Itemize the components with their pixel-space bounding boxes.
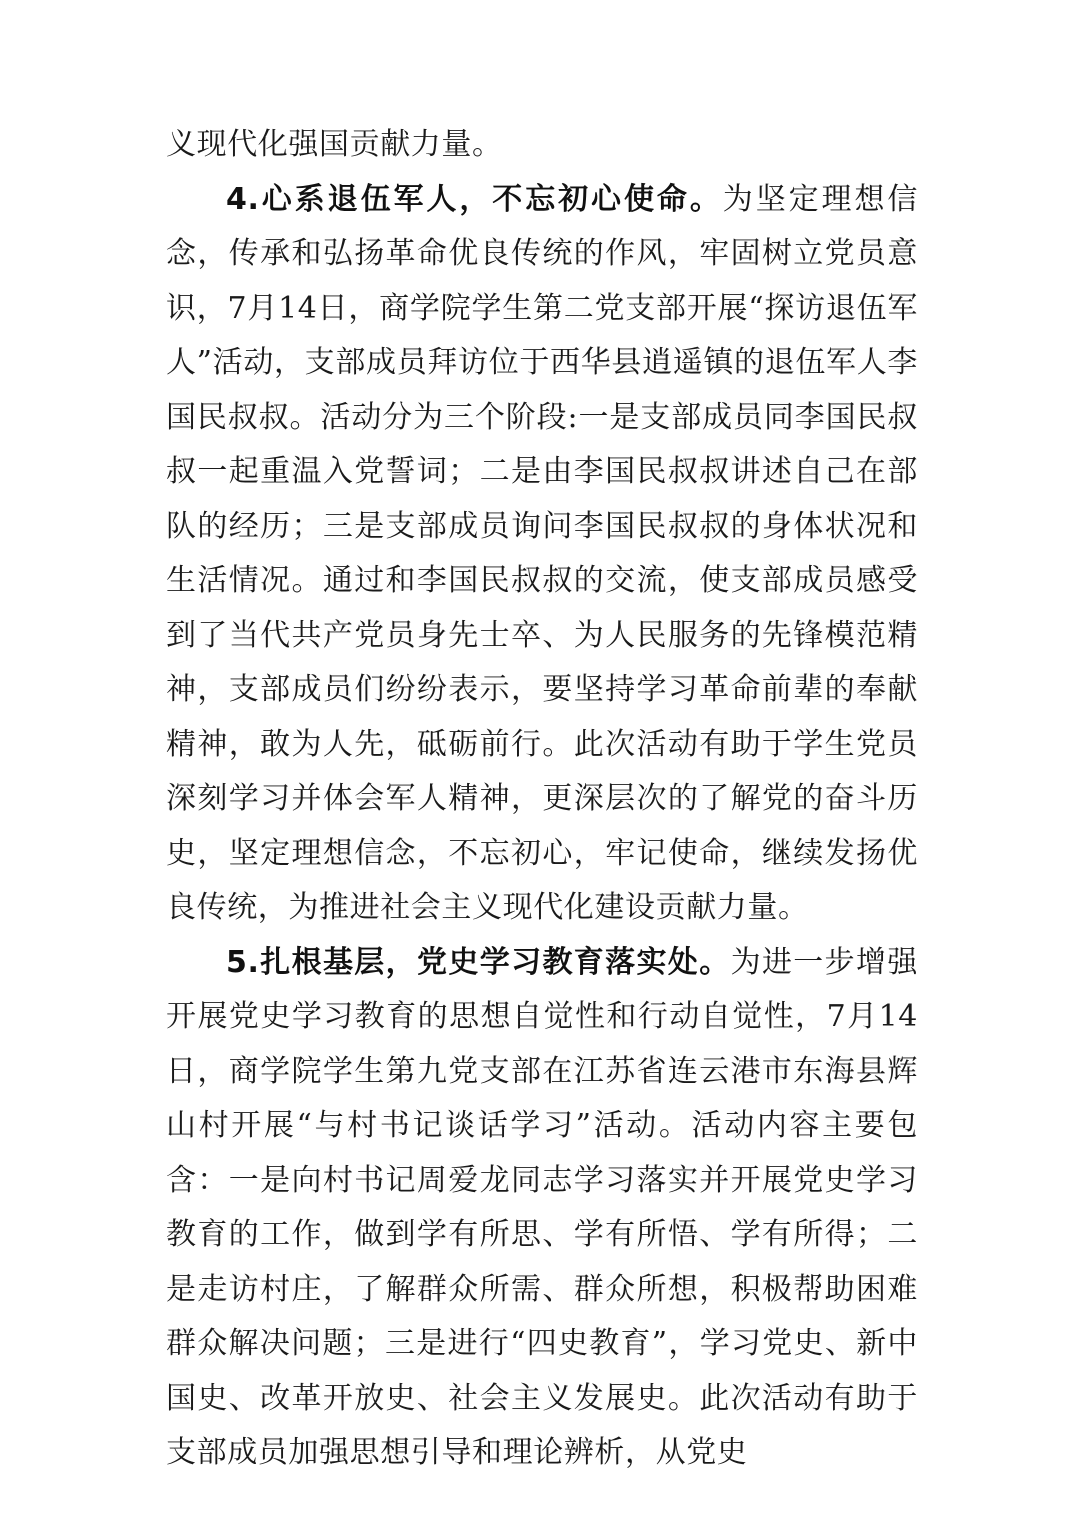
section-heading-5: 5.扎根基层，党史学习教育落实处。 [226, 944, 731, 980]
paragraph-body: 为进一步增强开展党史学习教育的思想自觉性和行动自觉性，7月14日，商学院学生第九党支部在江苏省连云港市东海县辉山村开展“与村书记谈话学习”活动。活动内容主要包含：一是向村书记周爱龙同志学习落实并开展党史学习教育的工作，做到学有所思、学有所悟、学有所得；二是走访村庄，了解群众所需、群众所想，积极帮助困难群众解决问题；三是进行“四史教育”，学习党史、新中国史、改革开放史、社会主义发展史。此次活动有助于支部成员加强思想引导和理论辨析，从党史 [166, 944, 918, 1470]
paragraph-body: 为坚定理想信念，传承和弘扬革命优良传统的作风，牢固树立党员意识，7月14日，商学院学生第二党支部开展“探访退伍军人”活动，支部成员拜访位于西华县逍遥镇的退伍军人李国民叔叔。活动分为三个阶段:一是支部成员同李国民叔叔一起重温入党誓词；二是由李国民叔叔讲述自己在部队的经历；三是支部成员询问李国民叔叔的身体状况和生活情况。通过和李国民叔叔的交流，使支部成员感受到了当代共产党员身先士卒、为人民服务的先锋模范精神，支部成员们纷纷表示，要坚持学习革命前辈的奉献精神，敢为人先，砥砺前行。此次活动有助于学生党员深刻学习并体会军人精神，更深层次的了解党的奋斗历史，坚定理想信念，不忘初心，牢记使命，继续发扬优良传统，为推进社会主义现代化建设贡献力量。 [166, 181, 918, 925]
paragraph-continuation [166, 118, 918, 173]
document-body [166, 118, 918, 1481]
paragraph-grassroots [166, 936, 918, 1481]
paragraph-body: 义现代化强国贡献力量。 [166, 127, 503, 162]
paragraph-veterans [166, 173, 918, 936]
section-heading-4: 4.心系退伍军人，不忘初心使命。 [226, 181, 723, 217]
